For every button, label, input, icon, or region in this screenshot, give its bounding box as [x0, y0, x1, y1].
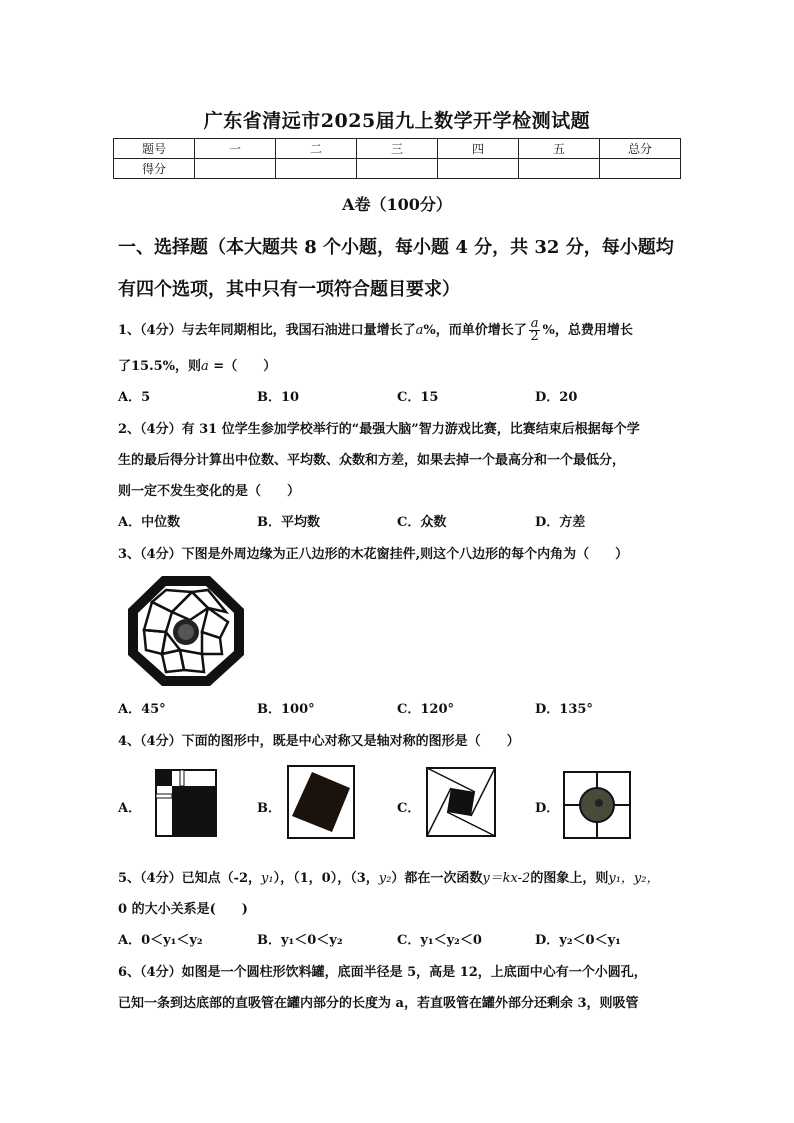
q4-label-c[interactable]: C．	[397, 801, 421, 816]
question-2-line1: 2、（4分）有 31 位学生参加学校举行的“最强大脑”智力游戏比赛，比赛结束后根据每个学	[118, 422, 640, 437]
score-table-score-row	[114, 159, 681, 179]
section-heading-line1: 一、选择题（本大题共 8 个小题，每小题 4 分，共 32 分，每小题均	[118, 237, 674, 258]
question-5-line1: 5、（4分）已知点（-2，y₁），（1，0），（3，y₂）都在一次函数y＝kx-2的图象上，则y₁，y₂，	[118, 871, 660, 886]
q1-option-d[interactable]: D．20	[535, 390, 578, 405]
score-cell: 四	[438, 139, 519, 159]
question-3-line1: 3、（4分）下图是外周边缘为正八边形的木花窗挂件,则这个八边形的每个内角为（ ）	[118, 547, 629, 562]
q2-option-c[interactable]: C．众数	[397, 515, 447, 530]
score-cell: 一	[195, 139, 276, 159]
score-cell: 二	[276, 139, 357, 159]
fraction: $\frac{a}{2}$	[530, 316, 539, 344]
question-2-line3: 则一定不发生变化的是（ ）	[118, 484, 301, 499]
q5-option-a[interactable]: A．0＜y₁＜y₂	[118, 933, 203, 948]
score-cell: 三	[357, 139, 438, 159]
score-table-header-row	[114, 139, 681, 159]
question-1-line1: 1、（4分）与去年同期相比，我国石油进口量增长了a%，而单价增长了 $\frac{a}{2}$ %，总费用增长	[118, 316, 633, 344]
question-6-line1: 6、（4分）如图是一个圆柱形饮料罐，底面半径是 5，高是 12，上底面中心有一个小圆孔，	[118, 965, 647, 980]
q4-label-a[interactable]: A．	[118, 801, 142, 816]
question-5-line2: 0 的大小关系是( )	[118, 902, 248, 917]
score-cell	[438, 159, 519, 179]
score-cell: 得分	[114, 159, 195, 179]
question-2-line2: 生的最后得分计算出中位数、平均数、众数和方差，如果去掉一个最高分和一个最低分，	[118, 453, 626, 468]
question-4-line1: 4、（4分）下面的图形中，既是中心对称又是轴对称的图形是（ ）	[118, 734, 520, 749]
q4-figure-b	[286, 764, 356, 840]
q1-option-b[interactable]: B．10	[257, 390, 300, 405]
q5-option-d[interactable]: D．y₂＜0＜y₁	[535, 933, 621, 948]
score-cell: 五	[519, 139, 600, 159]
score-cell: 总分	[600, 139, 681, 159]
q4-figure-d	[562, 770, 632, 840]
octagon-window-figure	[122, 572, 250, 690]
volume-heading: A卷（100分）	[342, 195, 452, 214]
q3-option-d[interactable]: D．135°	[535, 702, 593, 717]
q3-option-b[interactable]: B．100°	[257, 702, 315, 717]
q2-option-d[interactable]: D．方差	[535, 515, 586, 530]
score-cell	[600, 159, 681, 179]
q3-option-c[interactable]: C．120°	[397, 702, 454, 717]
score-table	[113, 138, 681, 179]
q4-figure-a	[154, 768, 218, 838]
q2-option-b[interactable]: B．平均数	[257, 515, 320, 530]
q1-option-c[interactable]: C．15	[397, 390, 439, 405]
question-1-line2: 了15.5%，则a =（ ）	[118, 359, 277, 374]
q4-label-d[interactable]: D．	[535, 801, 560, 816]
q1-option-a[interactable]: A．5	[118, 390, 151, 405]
score-cell: 题号	[114, 139, 195, 159]
section-heading-line2: 有四个选项，其中只有一项符合题目要求）	[118, 279, 460, 300]
q3-option-a[interactable]: A．45°	[118, 702, 166, 717]
exam-title: 广东省清远市2025届九上数学开学检测试题	[203, 110, 591, 132]
q4-label-b[interactable]: B．	[257, 801, 281, 816]
score-cell	[357, 159, 438, 179]
score-cell	[195, 159, 276, 179]
q5-option-c[interactable]: C．y₁＜y₂＜0	[397, 933, 482, 948]
score-cell	[519, 159, 600, 179]
q4-figure-c	[425, 766, 497, 838]
q2-option-a[interactable]: A．中位数	[118, 515, 181, 530]
question-6-line2: 已知一条到达底部的直吸管在罐内部分的长度为 a，若直吸管在罐外部分还剩余 3，则吸管	[118, 996, 639, 1011]
q5-option-b[interactable]: B．y₁＜0＜y₂	[257, 933, 343, 948]
score-cell	[276, 159, 357, 179]
